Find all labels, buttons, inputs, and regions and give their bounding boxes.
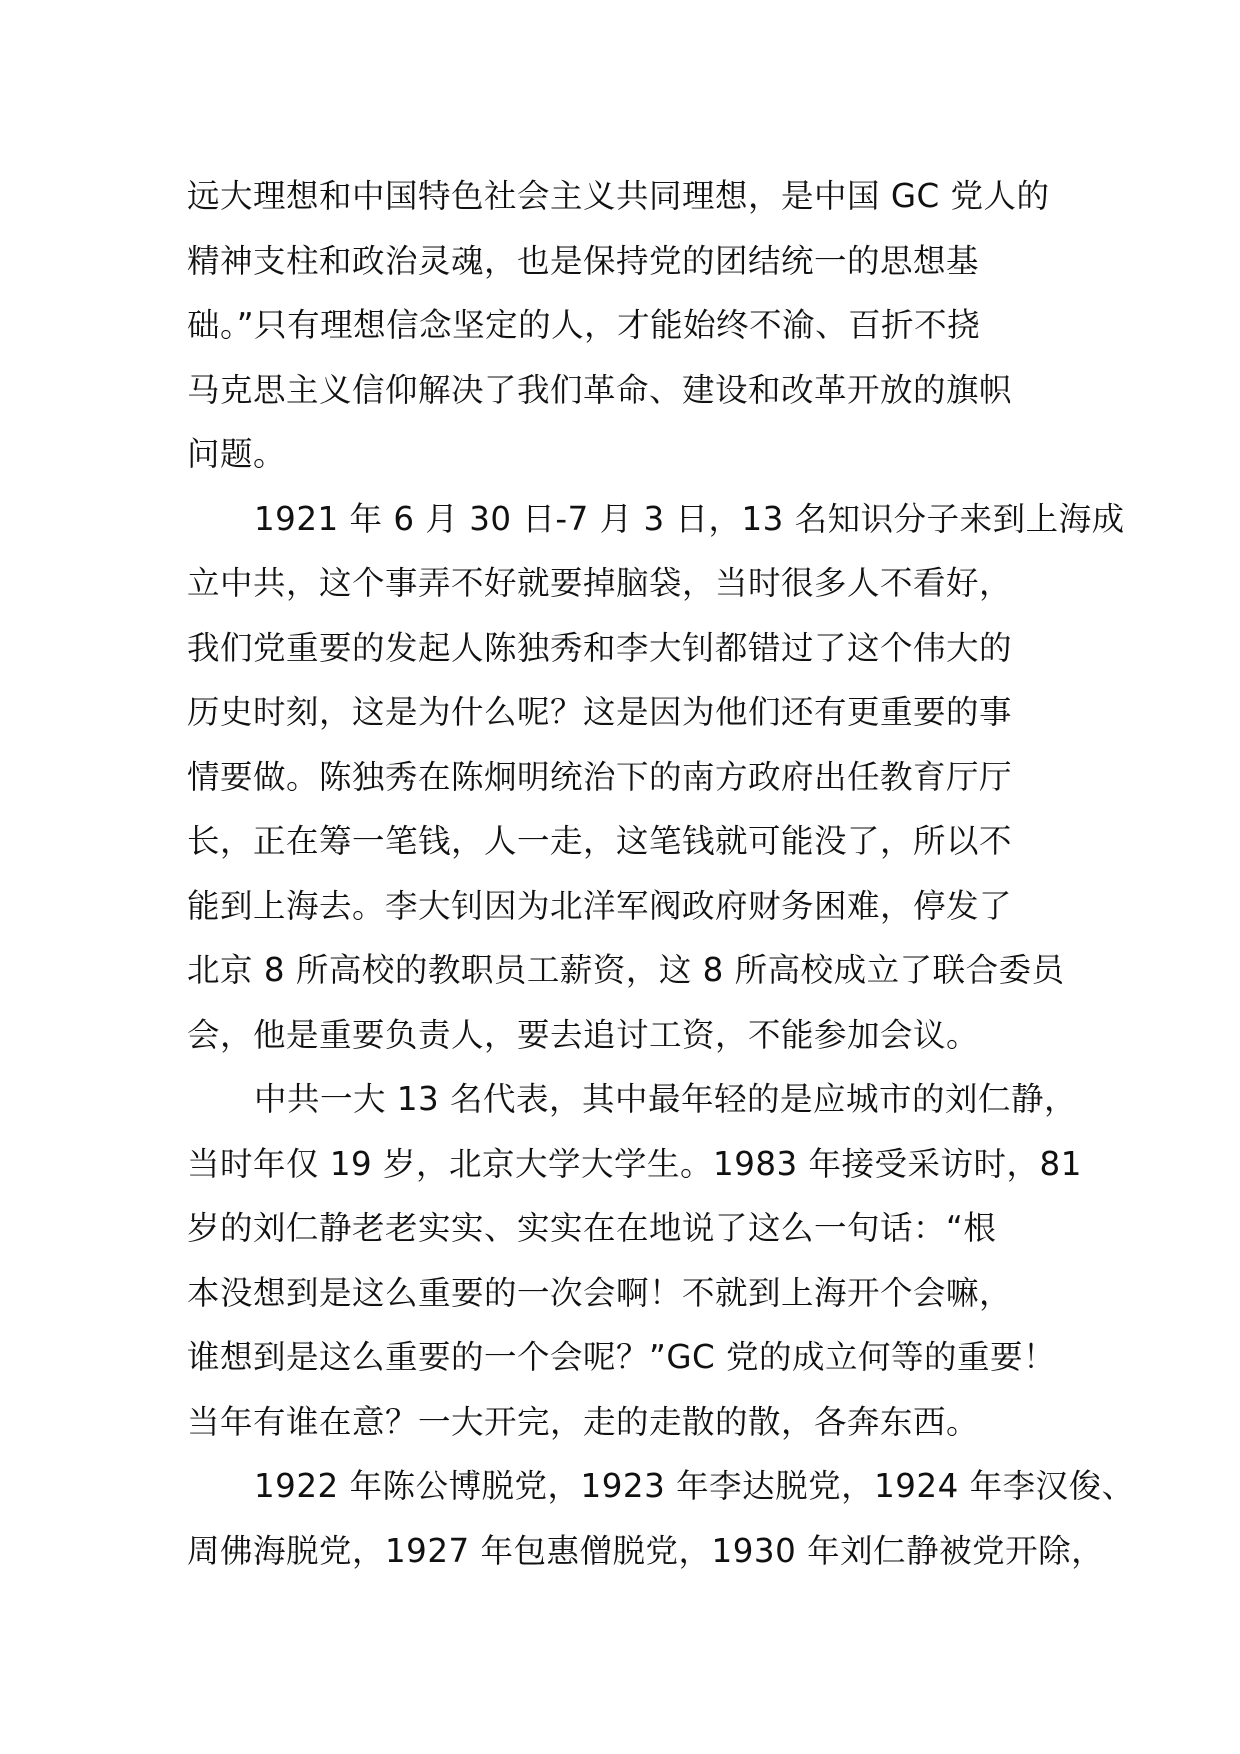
text-line: 问题。: [187, 435, 287, 473]
text-line: 础。”只有理想信念坚定的人，才能始终不渝、百折不挠: [187, 306, 981, 344]
text-line: 当年有谁在意？一大开完，走的走散的散，各奔东西。: [187, 1402, 980, 1441]
text-line: 立中共，这个事弄不好就要掉脑袋，当时很多人不看好，: [187, 564, 1013, 602]
text-line: 长，正在筹一笔钱，人一走，这笔钱就可能没了，所以不: [187, 822, 1013, 860]
text-line: 我们党重要的发起人陈独秀和李大钊都错过了这个伟大的: [187, 628, 1013, 667]
text-line: 谁想到是这么重要的一个会呢？”GC 党的成立何等的重要！: [187, 1338, 1057, 1376]
text-line: 情要做。陈独秀在陈炯明统治下的南方政府出任教育厅厅: [187, 757, 1013, 796]
text-line: 本没想到是这么重要的一次会啊！不就到上海开个会嘛，: [187, 1273, 1013, 1312]
document-body: [187, 164, 1135, 1583]
text-line: 历史时刻，这是为什么呢？这是因为他们还有更重要的事: [187, 693, 1013, 731]
paragraph: [187, 1454, 1135, 1583]
text-line: 1922 年陈公博脱党，1923 年李达脱党，1924 年李汉俊、: [254, 1467, 1135, 1505]
text-line: 远大理想和中国特色社会主义共同理想，是中国 GC 党人的: [187, 177, 1050, 215]
text-line: 会，他是重要负责人，要去追讨工资，不能参加会议。: [187, 1015, 980, 1054]
text-line: 能到上海去。李大钊因为北洋军阀政府财务困难，停发了: [187, 886, 1013, 925]
text-line: 周佛海脱党，1927 年包惠僧脱党，1930 年刘仁静被党开除，: [187, 1531, 1105, 1570]
text-line: 北京 8 所高校的教职员工薪资，这 8 所高校成立了联合委员: [187, 951, 1065, 989]
text-line: 精神支柱和政治灵魂，也是保持党的团结统一的思想基: [187, 241, 980, 280]
paragraph: [187, 1067, 1082, 1454]
paragraph: [187, 487, 1125, 1068]
paragraph: [187, 164, 1057, 487]
text-line: 1921 年 6 月 30 日-7 月 3 日，13 名知识分子来到上海成: [254, 499, 1125, 538]
text-line: 马克思主义信仰解决了我们革命、建设和改革开放的旗帜: [187, 370, 1013, 409]
text-line: 当时年仅 19 岁，北京大学大学生。1983 年接受采访时，81: [187, 1144, 1082, 1183]
text-line: 岁的刘仁静老老实实、实实在在地说了这么一句话：“根: [187, 1209, 997, 1247]
text-line: 中共一大 13 名代表，其中最年轻的是应城市的刘仁静，: [254, 1080, 1078, 1118]
